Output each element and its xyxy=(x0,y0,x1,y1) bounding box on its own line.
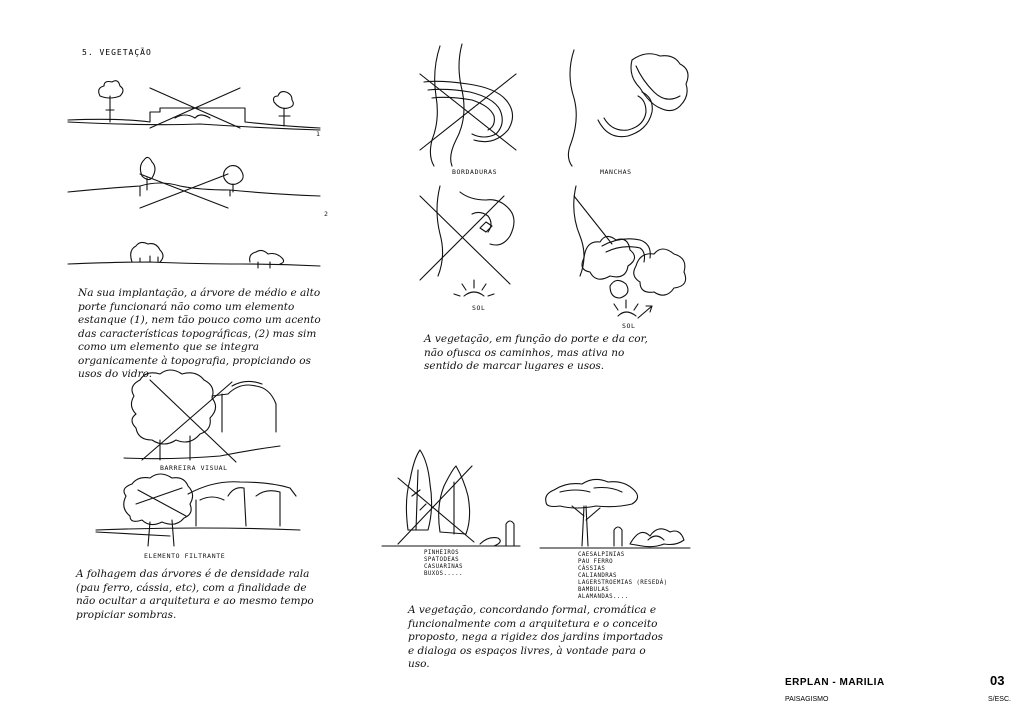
sketch-bordaduras xyxy=(420,44,516,166)
sketch-terrain-2 xyxy=(68,157,320,208)
species-item: LAGERSTROEMIAS (RESEDÁ) xyxy=(578,580,668,586)
label-barreira-visual: BARREIRA VISUAL xyxy=(160,464,228,472)
sketch-sun-manchas xyxy=(574,186,686,318)
species-item: ALAMANDAS.... xyxy=(578,594,629,600)
sketch-terrain-1 xyxy=(68,81,320,130)
sheet-scale: S/ESC. xyxy=(988,696,1011,703)
note-concordando: A vegetação, concordando formal, cromática e funcionalmente com a arquitetura e o conceito proposto, nega a rigidez dos jardins importados e dialoga os espaços livres, à vontade para o uso. xyxy=(408,604,664,670)
note-implantacao: Na sua implantação, a árvore de médio e alto porte funcionará não como um elemento estanque (1), nem tão pouco como um acento das características topográficas, (2) mas sim como um elemento que se integra organicamente à topografia, propiciando os usos do vidro. xyxy=(78,287,321,380)
figure-number-2: 2 xyxy=(324,210,329,218)
species-item: CAESALPINIAS xyxy=(578,552,625,558)
species-item: PINHEIROS xyxy=(424,550,460,556)
species-item: SPATODEAS xyxy=(424,557,460,563)
label-elemento-filtrante: ELEMENTO FILTRANTE xyxy=(144,552,226,560)
sketch-manchas xyxy=(568,50,688,166)
species-list-vertical xyxy=(424,550,463,578)
figure-number-1: 1 xyxy=(316,130,321,138)
species-item: PAU FERRO xyxy=(578,559,614,565)
note-porte-cor: A vegetação, em função do porte e da cor, não ofusca os caminhos, mas ativa no sentido de marcar lugares e usos. xyxy=(424,333,648,372)
label-manchas: MANCHAS xyxy=(600,168,632,176)
species-list-spreading xyxy=(578,552,667,601)
species-item: CÁSSIAS xyxy=(578,566,606,572)
species-item: BAMBULAS xyxy=(578,587,610,593)
label-sol-right: SOL xyxy=(622,322,636,330)
section-title: 5. VEGETAÇÃO xyxy=(82,48,152,57)
sketch-elemento-filtrante xyxy=(96,474,300,546)
species-item: BUXOS..... xyxy=(424,571,463,577)
project-subtitle: PAISAGISMO xyxy=(785,696,829,703)
sketch-pinheiros xyxy=(382,450,520,546)
label-bordaduras: BORDADURAS xyxy=(452,168,498,176)
project-title: ERPLAN - MARILIA xyxy=(785,677,885,688)
sheet-number: 03 xyxy=(990,673,1005,688)
sketch-sun-crossed xyxy=(420,186,514,296)
sketch-caesalpinias xyxy=(540,479,690,548)
sketch-barreira-visual xyxy=(124,370,280,462)
sketch-terrain-3 xyxy=(68,242,320,268)
label-sol-left: SOL xyxy=(472,304,486,312)
species-item: CASUARINAS xyxy=(424,564,463,570)
species-item: CALIANDRAS xyxy=(578,573,617,579)
note-folhagem: A folhagem das árvores é de densidade rala (pau ferro, cássia, etc), com a finalidade de não ocultar a arquitetura e ao mesmo tempo propiciar sombras. xyxy=(76,568,314,621)
